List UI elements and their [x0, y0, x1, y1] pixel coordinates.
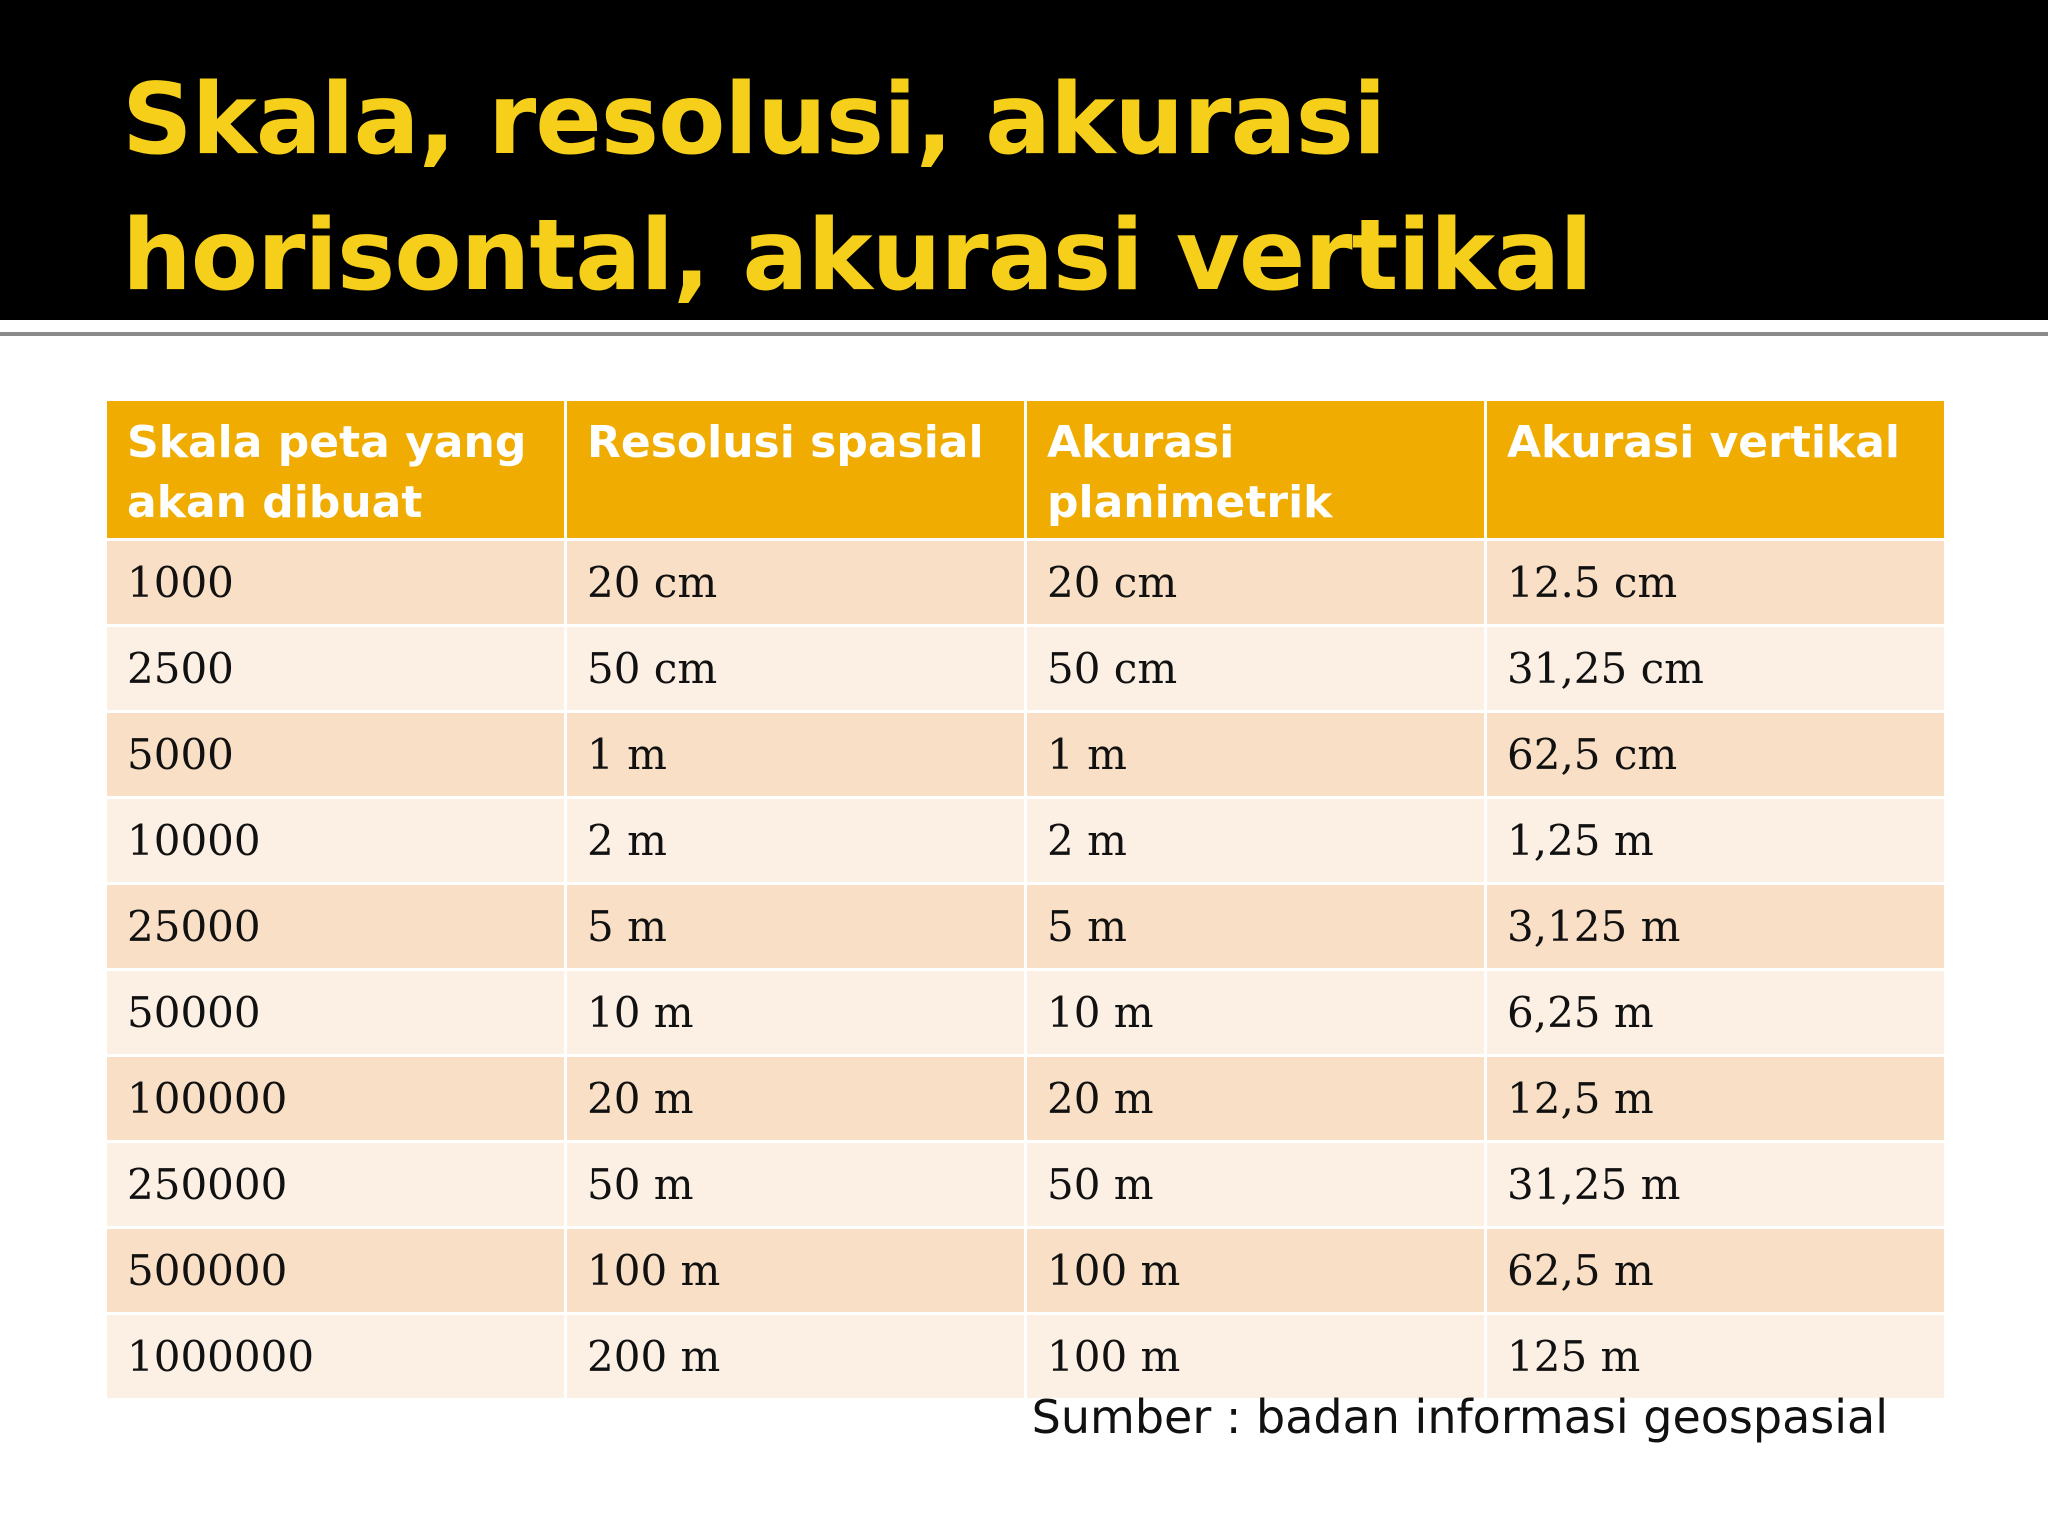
cell-vertical: 1,25 m [1486, 798, 1946, 884]
header-vertical-accuracy: Akurasi vertikal [1486, 400, 1946, 540]
cell-resolution: 100 m [566, 1228, 1026, 1314]
cell-scale: 5000 [106, 712, 566, 798]
cell-planimetric: 100 m [1026, 1228, 1486, 1314]
cell-vertical: 62,5 m [1486, 1228, 1946, 1314]
slide-title: Skala, resolusi, akurasi horisontal, akurasi vertikal [122, 63, 1592, 313]
cell-scale: 500000 [106, 1228, 566, 1314]
cell-resolution: 200 m [566, 1314, 1026, 1400]
cell-scale: 250000 [106, 1142, 566, 1228]
cell-vertical: 6,25 m [1486, 970, 1946, 1056]
scale-accuracy-table [104, 398, 1947, 1401]
table-row [106, 884, 1946, 970]
header-planimetric-accuracy: Akurasi planimetrik [1026, 400, 1486, 540]
table-row [106, 1142, 1946, 1228]
cell-resolution: 50 m [566, 1142, 1026, 1228]
cell-planimetric: 5 m [1026, 884, 1486, 970]
cell-planimetric: 50 cm [1026, 626, 1486, 712]
header-scale: Skala peta yang akan dibuat [106, 400, 566, 540]
table-row [106, 1056, 1946, 1142]
cell-vertical: 3,125 m [1486, 884, 1946, 970]
data-table-container [104, 398, 1944, 1401]
cell-planimetric: 20 cm [1026, 540, 1486, 626]
source-note: Sumber : badan informasi geospasial [1031, 1390, 1888, 1444]
table-body [106, 540, 1946, 1400]
cell-resolution: 20 cm [566, 540, 1026, 626]
cell-scale: 50000 [106, 970, 566, 1056]
cell-planimetric: 1 m [1026, 712, 1486, 798]
table-row [106, 1314, 1946, 1400]
cell-planimetric: 20 m [1026, 1056, 1486, 1142]
cell-vertical: 62,5 cm [1486, 712, 1946, 798]
table-row [106, 970, 1946, 1056]
cell-scale: 25000 [106, 884, 566, 970]
cell-planimetric: 10 m [1026, 970, 1486, 1056]
title-bar [0, 0, 2048, 320]
table-header-row [106, 400, 1946, 540]
table-row [106, 540, 1946, 626]
cell-scale: 2500 [106, 626, 566, 712]
cell-planimetric: 50 m [1026, 1142, 1486, 1228]
cell-vertical: 31,25 cm [1486, 626, 1946, 712]
cell-resolution: 20 m [566, 1056, 1026, 1142]
table-row [106, 798, 1946, 884]
cell-resolution: 10 m [566, 970, 1026, 1056]
cell-vertical: 12.5 cm [1486, 540, 1946, 626]
cell-scale: 1000000 [106, 1314, 566, 1400]
cell-resolution: 2 m [566, 798, 1026, 884]
cell-planimetric: 2 m [1026, 798, 1486, 884]
cell-scale: 100000 [106, 1056, 566, 1142]
title-divider [0, 332, 2048, 336]
cell-resolution: 1 m [566, 712, 1026, 798]
cell-resolution: 5 m [566, 884, 1026, 970]
cell-vertical: 12,5 m [1486, 1056, 1946, 1142]
table-row [106, 712, 1946, 798]
cell-resolution: 50 cm [566, 626, 1026, 712]
cell-planimetric: 100 m [1026, 1314, 1486, 1400]
cell-vertical: 31,25 m [1486, 1142, 1946, 1228]
cell-scale: 1000 [106, 540, 566, 626]
table-row [106, 1228, 1946, 1314]
cell-scale: 10000 [106, 798, 566, 884]
table-row [106, 626, 1946, 712]
cell-vertical: 125 m [1486, 1314, 1946, 1400]
header-resolution: Resolusi spasial [566, 400, 1026, 540]
